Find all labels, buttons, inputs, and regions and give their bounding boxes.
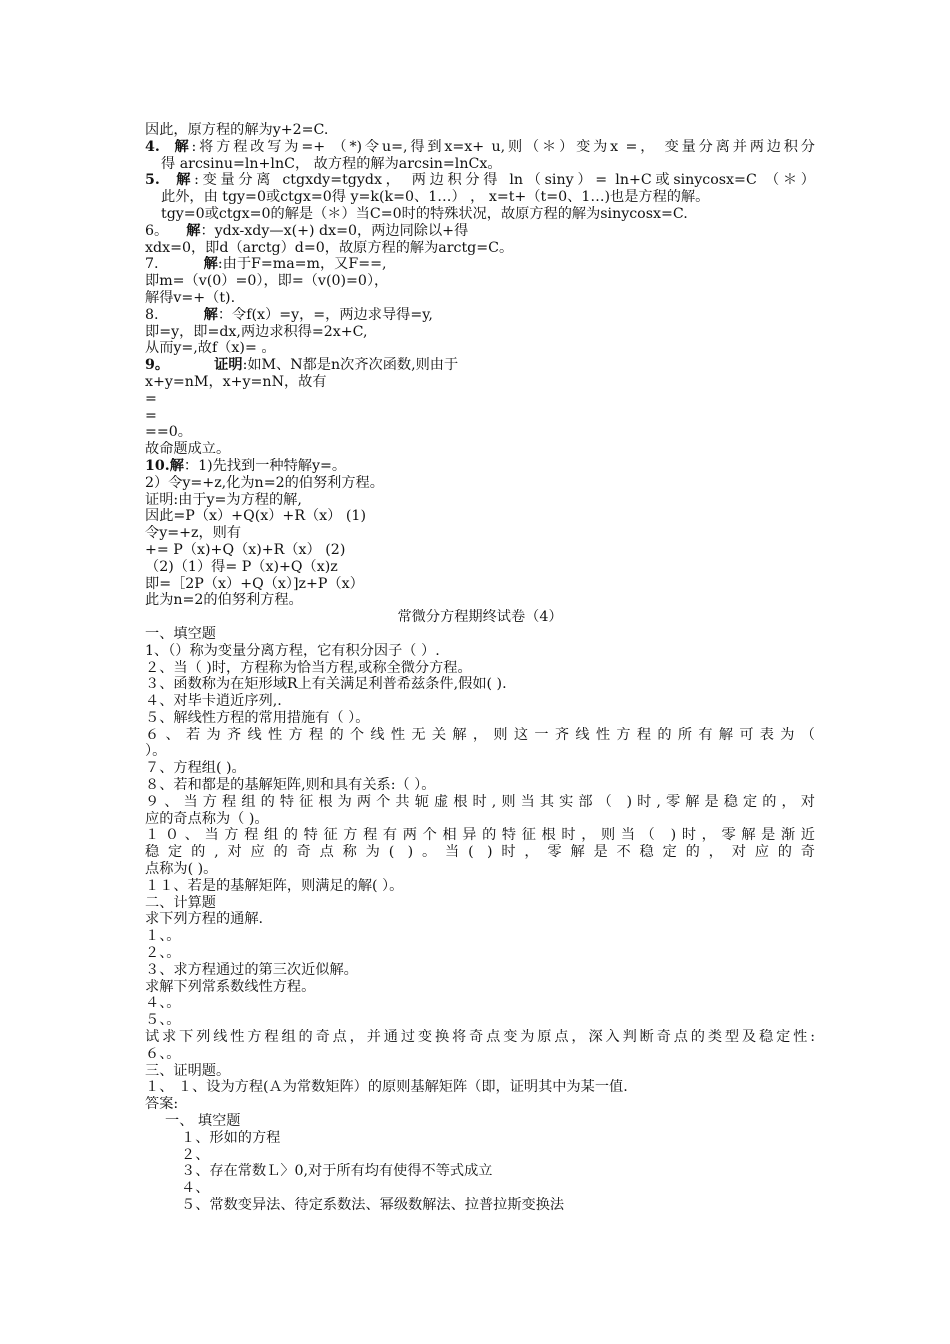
question-item: ９、当方程组的特征根为两个共轭虚根时,则当其实部（ )时,零解是稳定的，对 [145,793,815,810]
text-line: 即=y，即=dx,两边求积得=2x+C, [145,323,368,340]
answers-label: 答案: [145,1096,179,1113]
text-line: （2)（1）得= P（x)+Q（x)z [145,558,338,575]
text-line: xdx=0，即d（arctg）d=0，故原方程的解为arctg=C。 [145,239,514,256]
document-page [145,122,815,1214]
question-intro: 求解下列常系数线性方程。 [145,978,316,995]
section-heading: 一、填空题 [145,625,216,642]
answer-item: １、形如的方程 [181,1129,281,1146]
answer-item: ２、 [181,1146,210,1163]
answers-heading: 一、 填空题 [165,1113,241,1130]
answer-item: ５、常数变异法、待定系数法、幂级数解法、拉普拉斯变换法 [181,1197,565,1213]
solution-4-line: 4. 解:将方程改写为=+ （*)令u=,得到x=x+ u,则（＊）变为x =， 变量分离并两边积分 [145,138,815,155]
question-item: ４、对毕卡逍近序列,. [145,693,282,710]
question-item: 点称为( )。 [145,861,218,878]
text-line: 从而y=,故f（x)= 。 [145,340,276,357]
solution-7-line: 7. 解:由于F=ma=m，又F==, [145,256,387,273]
text-line: += P（x)+Q（x)+R（x） (2) [145,541,346,558]
question-item: ２、。 [145,945,181,962]
question-item: 稳定的,对应的奇点称为( )。当( )时，零解是不稳定的，对应的奇 [145,844,815,861]
question-item: 1、（）称为变量分离方程，它有积分因子（ ）. [145,642,440,659]
question-item: ３、函数称为在矩形域R上有关满足利普希兹条件,假如( ). [145,676,507,693]
question-item: １、 １、设为方程(Ａ为常数矩阵）的原则基解矩阵（即，证明其中为某一值. [145,1079,628,1096]
question-item: ）。 [145,743,167,760]
question-item: ５、解线性方程的常用措施有（ ）。 [145,709,370,726]
text-line: = [145,390,157,407]
question-item: １、。 [145,928,181,945]
exam-title: 常微分方程期终试卷（4） [397,609,563,626]
text-line: 此外，由 tgy=0或ctgx=0得 y=k(k=0、1…） ， x=t+（t=0、1…)也是方程的解。 [161,189,710,206]
solution-5-line: 5. 解:变量分离 ctgxdy=tgydx， 两边积分得 ln（siny）= ln+C或sinycosx=C （＊） [145,172,815,189]
question-item: ５、。 [145,1012,181,1029]
solution-8-line: 8. 解：令f(x）=y，=，两边求导得=y, [145,306,433,323]
answer-item: ４、 [181,1180,210,1197]
answer-item: ３、存在常数Ｌ〉0,对于所有均有使得不等式成立 [181,1163,493,1180]
question-item: ６、若为齐线性方程的个线性无关解，则这一齐线性方程的所有解可表为（ [145,726,815,743]
question-item: ４、。 [145,995,181,1012]
section-heading: 三、证明题。 [145,1062,231,1079]
solution-6-line: 6。 解：ydx-xdy—x(+) dx=0，两边同除以+得 [145,222,469,239]
question-intro: 求下列方程的通解. [145,911,264,928]
text-line: tgy=0或ctgx=0的解是（＊）当C=0时的特殊状况，故原方程的解为sinycosx=C. [161,205,688,222]
text-line: 即m=（v(0）=0），即=（v(0)=0）， [145,273,389,290]
question-item: ７、方程组( )。 [145,760,246,777]
text-line: = [145,407,157,424]
text-line: 解得v=+（t). [145,289,236,306]
question-item: １０、当方程组的特征方程有两个相异的特征根时，则当（ )时，零解是渐近 [145,827,815,844]
text-line: 故命题成立。 [145,441,231,458]
question-item: ２、当（ )时，方程称为恰当方程,或称全微分方程。 [145,659,472,676]
text-line: ==0。 [145,424,192,441]
section-heading: 二、计算题 [145,894,216,911]
text-line: x+y=nM，x+y=nN，故有 [145,373,327,390]
question-item: ６、。 [145,1045,181,1062]
text-line: 因此=P（x）+Q(x）+R（x） (1) [145,508,366,525]
question-intro: 试求下列线性方程组的奇点，并通过变换将奇点变为原点，深入判断奇点的类型及稳定性: [145,1029,815,1046]
question-item: 应的奇点称为（ )。 [145,810,269,827]
text-line: 证明:由于y=为方程的解, [145,491,302,508]
text-line: 因此，原方程的解为y+2=C. [145,122,329,138]
text-line: 令y=+z，则有 [145,525,242,542]
solution-10-line: 10.解：1)先找到一种特解y=。 [145,457,347,474]
proof-9-line: 9。 证明:如M、N都是n次齐次函数,则由于 [145,357,459,374]
text-line: 此为n=2的伯努利方程。 [145,592,303,609]
text-line: 即=［2P（x）+Q（x）]z+P（x） [145,575,364,592]
question-item: ８、若和都是的基解矩阵,则和具有关系:（ ）。 [145,777,436,794]
text-line: 得 arcsinu=ln+lnC， 故方程的解为arcsin=lnCx。 [161,155,502,172]
question-item: １１、若是的基解矩阵，则满足的解( ）。 [145,877,404,894]
question-item: ３、求方程通过的第三次近似解。 [145,961,358,978]
text-line: 2）令y=+z,化为n=2的伯努利方程。 [145,474,384,491]
